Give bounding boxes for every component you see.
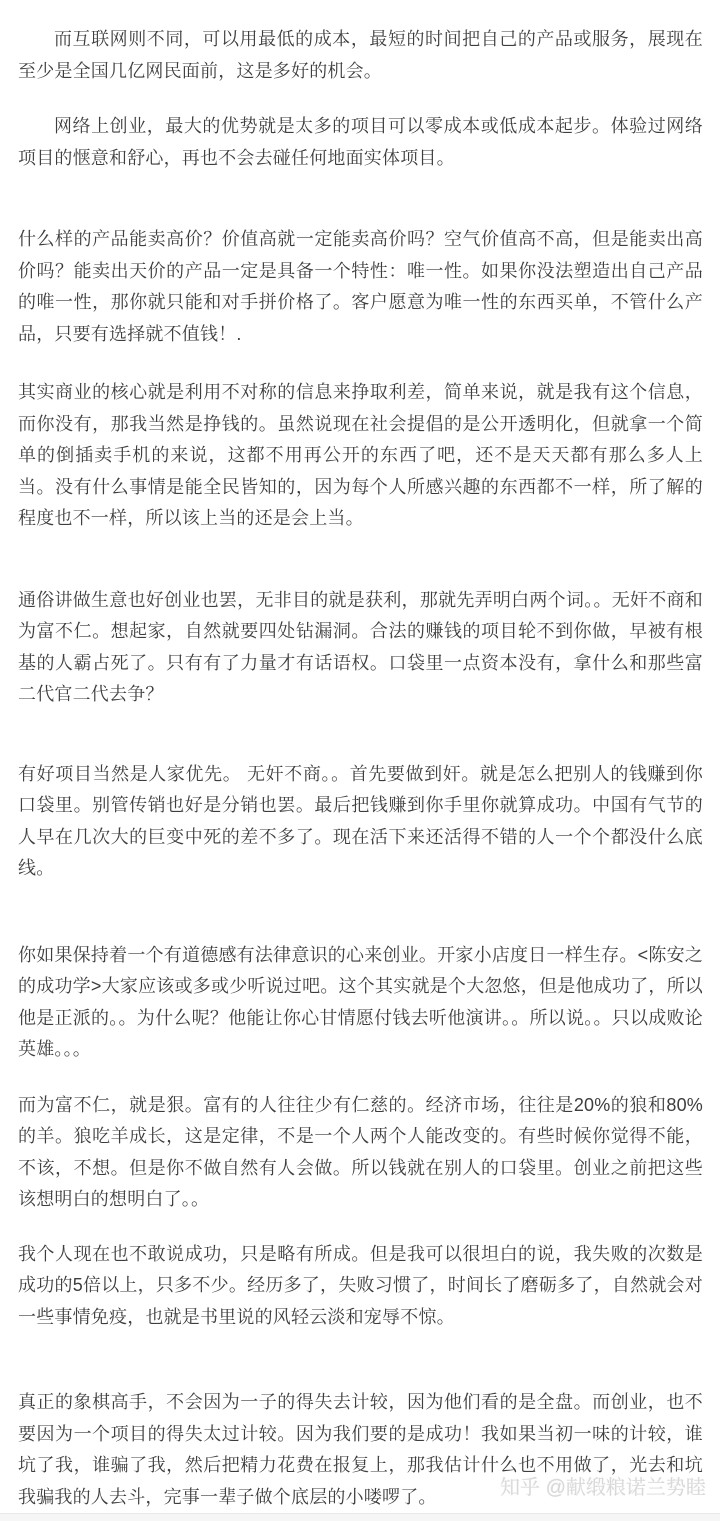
paragraph: 我个人现在也不敢说成功，只是略有所成。但是我可以很坦白的说，我失败的次数是成功的5倍以上，只多不少。经历多了，失败习惯了，时间长了磨砺多了，自然就会对一些事情免疫，也就是书里说的风轻云淡和宠辱不惊。 [18, 1243, 703, 1327]
paragraph: 网络上创业，最大的优势就是太多的项目可以零成本或低成本起步。体验过网络项目的惬意和舒心，再也不会去碰任何地面实体项目。 [18, 116, 703, 168]
bottom-divider [0, 1513, 720, 1521]
zhihu-watermark: 知乎 @献缎粮诺兰势睦 [500, 1477, 706, 1499]
paragraph: 其实商业的核心就是利用不对称的信息来挣取利差，简单来说，就是我有这个信息，而你没有，那我当然是挣钱的。虽然说现在社会提倡的是公开透明化，但就拿一个简单的倒插卖手机的来说，这都不用再公开的东西了吧，还不是天天都有那么多人上当。没有什么事情是能全民皆知的，因为每个人所感兴趣的东西都不一样，所了解的程度也不一样，所以该上当的还是会上当。 [18, 382, 703, 528]
paragraph: 通俗讲做生意也好创业也罢，无非目的就是获利，那就先弄明白两个词。。无奸不商和为富不仁。想起家，自然就要四处钻漏洞。合法的赚钱的项目轮不到你做，早被有根基的人霸占死了。只有有了力量才有话语权。口袋里一点资本没有，拿什么和那些富二代官二代去争？ [18, 589, 703, 704]
paragraph: 而为富不仁，就是狠。富有的人往往少有仁慈的。经济市场，往往是20%的狼和80%的羊。狼吃羊成长，这是定律，不是一个人两个人能改变的。有些时候你觉得不能，不该，不想。但是你不做自然有人会做。所以钱就在别人的口袋里。创业之前把这些该想明白的想明白了。。 [18, 1094, 703, 1209]
paragraph: 而互联网则不同，可以用最低的成本，最短的时间把自己的产品或服务，展现在至少是全国几亿网民面前，这是多好的机会。 [18, 29, 703, 81]
paragraph: 什么样的产品能卖高价？价值高就一定能卖高价吗？空气价值高不高，但是能卖出高价吗？能卖出天价的产品一定是具备一个特性：唯一性。如果你没法塑造出自己产品的唯一性，那你就只能和对手拼价格了。客户愿意为唯一性的东西买单，不管什么产品，只要有选择就不值钱！. [18, 229, 703, 344]
paragraph: 你如果保持着一个有道德感有法律意识的心来创业。开家小店度日一样生存。<陈安之的成功学>大家应该或多或少听说过吧。这个其实就是个大忽悠，但是他成功了，所以他是正派的。。为什么呢？他能让你心甘情愿付钱去听他演讲。。所以说。。只以成败论英雄。。。 [18, 944, 703, 1059]
paragraph: 真正的象棋高手，不会因为一子的得失去计较，因为他们看的是全盘。而创业，也不要因为一个项目的得失太过计较。因为我们要的是成功！我如果当初一味的计较，谁坑了我，谁骗了我，然后把精力花费在报复上，那我估计什么也不用做了，光去和坑我骗我的人去斗，完事一辈子做个底层的小喽啰了。 [18, 1392, 703, 1507]
paragraph: 有好项目当然是人家优先。 无奸不商。。首先要做到奸。就是怎么把别人的钱赚到你口袋里。别管传销也好是分销也罢。最后把钱赚到你手里你就算成功。中国有气节的人早在几次大的巨变中死的差不多了。现在活下来还活得不错的人一个个都没什么底线。 [18, 763, 703, 878]
